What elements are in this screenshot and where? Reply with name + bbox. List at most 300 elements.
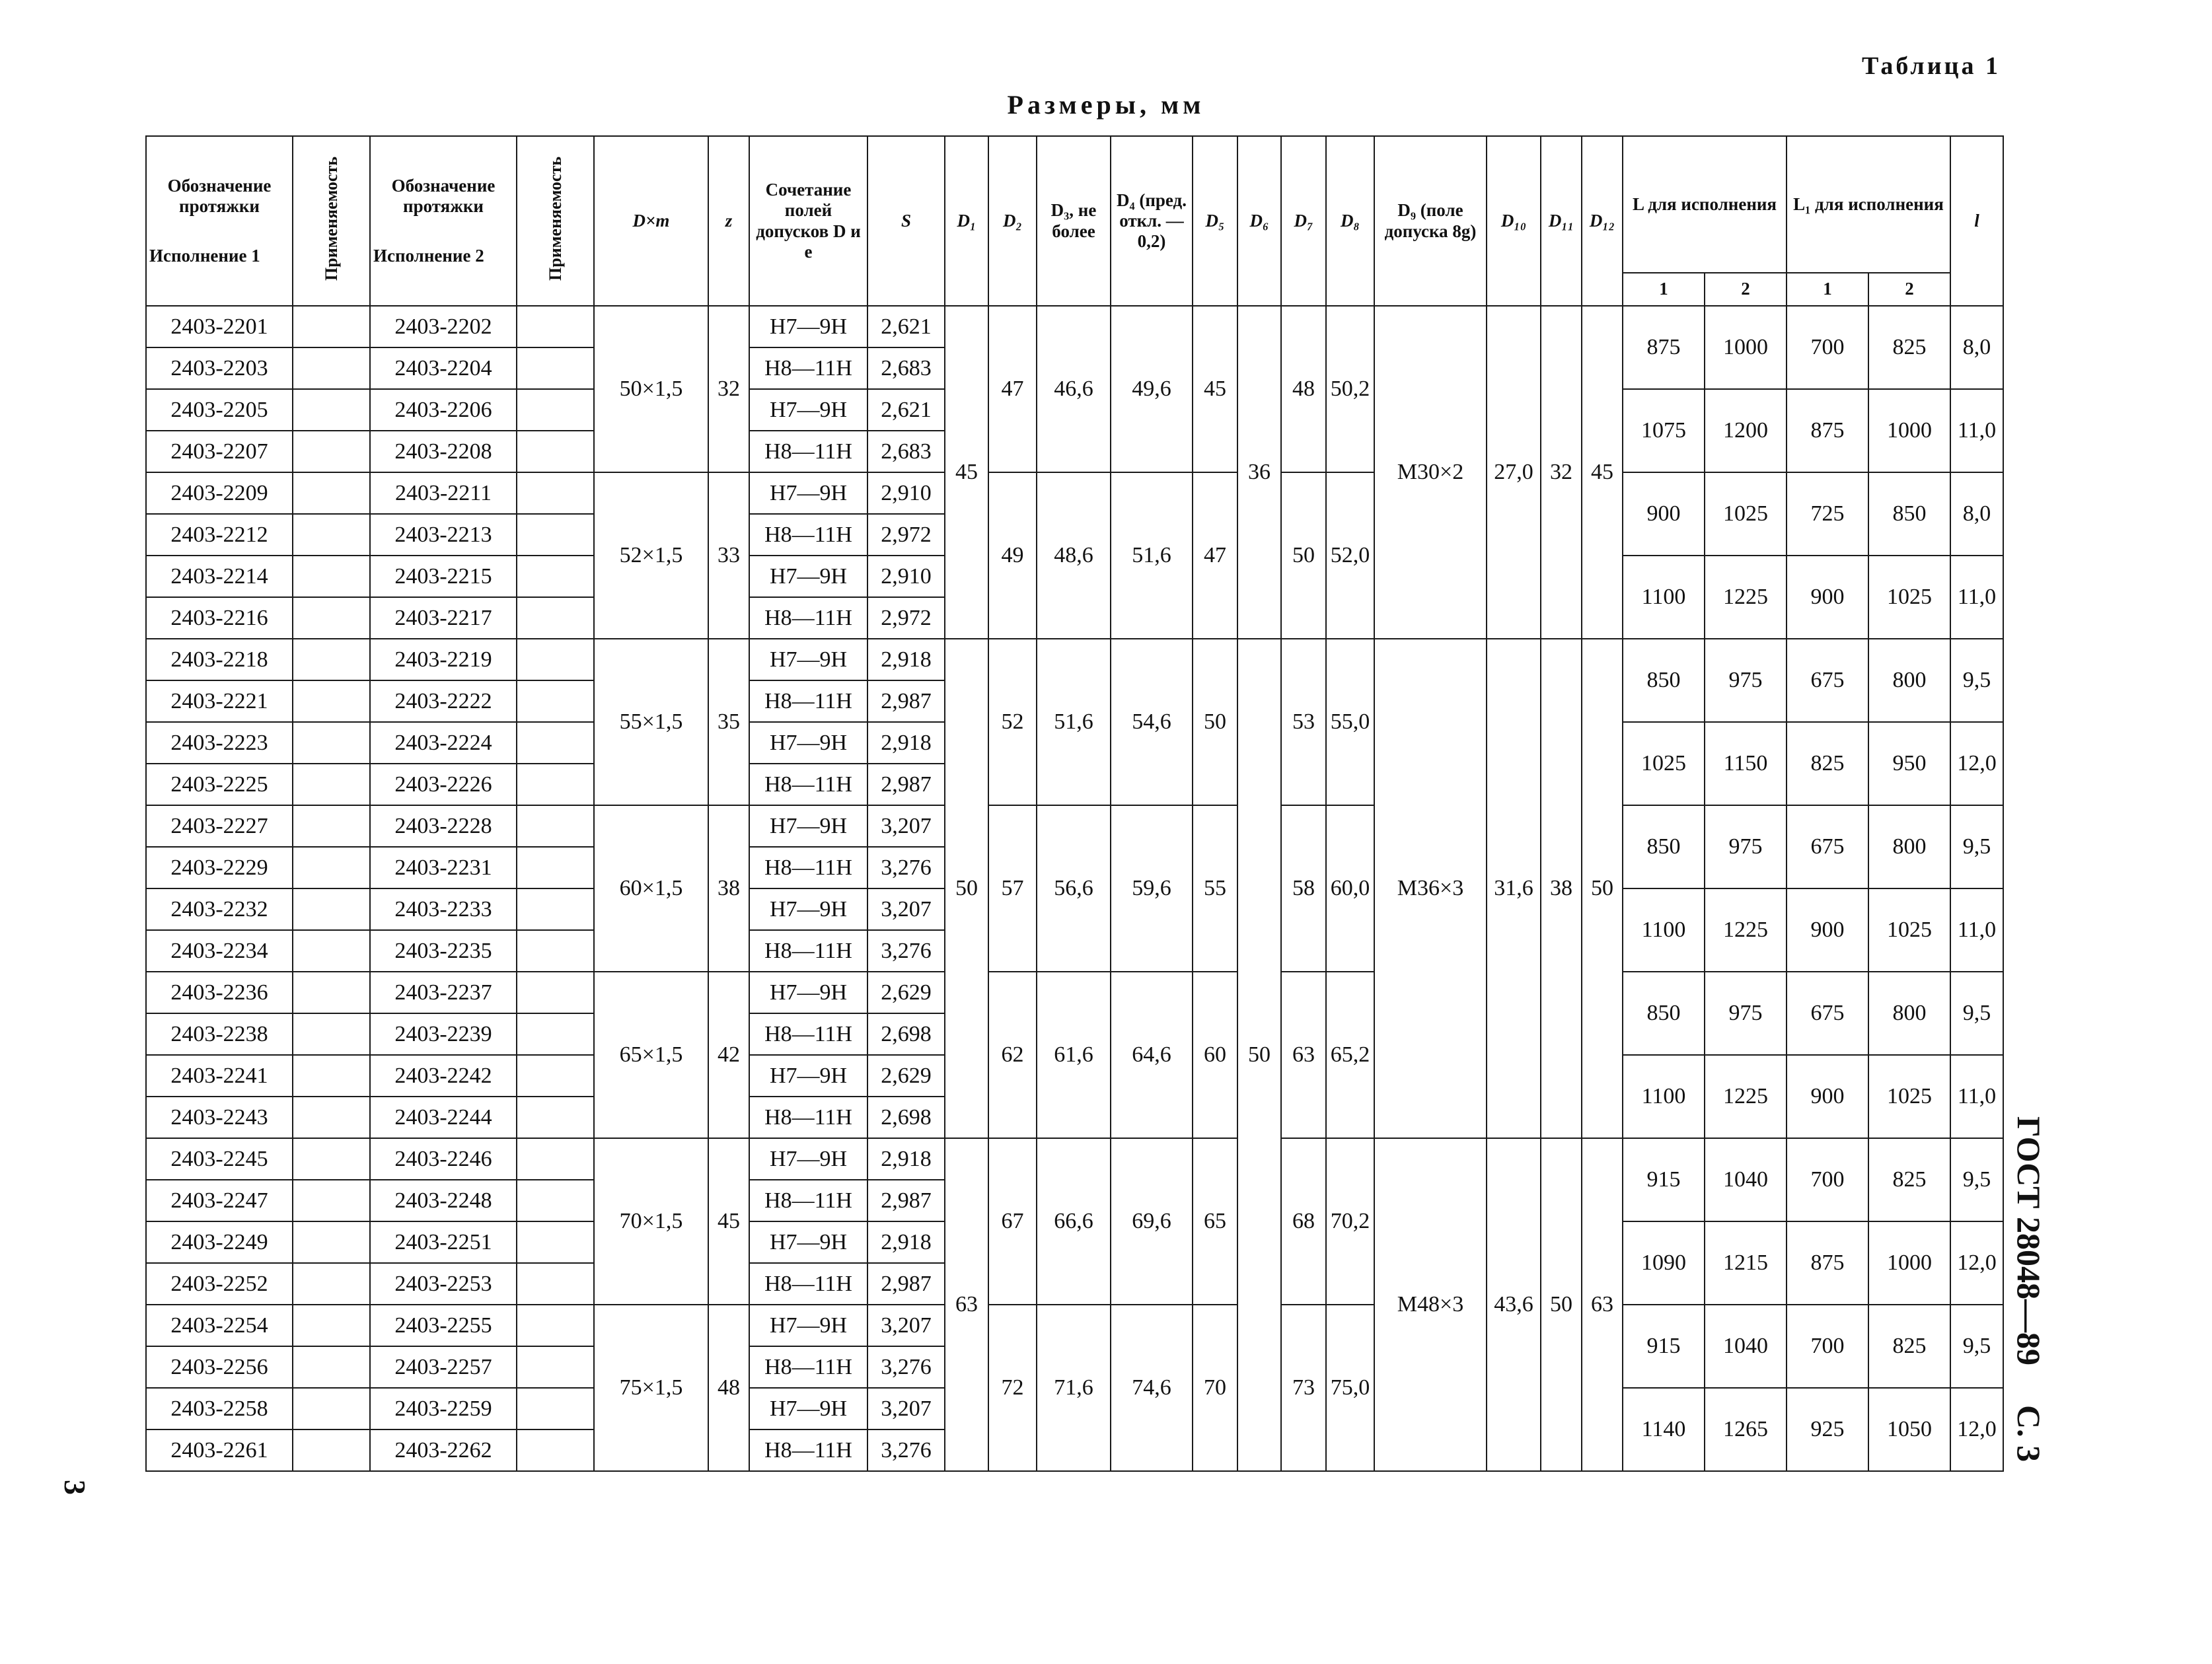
cell-L1-1: 725	[1787, 472, 1868, 556]
cell-L-1: 1100	[1623, 1055, 1705, 1138]
cell-tolerance: H8—11H	[749, 680, 867, 722]
cell-applicability-1	[293, 514, 370, 556]
cell-s: 2,972	[867, 514, 945, 556]
cell-L1-2: 800	[1868, 805, 1950, 888]
cell-L1-1: 675	[1787, 972, 1868, 1055]
cell-applicability-1	[293, 1180, 370, 1221]
cell-designation-v2: 2403-2237	[370, 972, 517, 1013]
side-label	[2010, 1116, 2048, 1486]
header-version2: Исполнение 2	[373, 246, 484, 266]
cell-designation-v1: 2403-2225	[146, 764, 293, 805]
cell-L-1: 915	[1623, 1138, 1705, 1221]
cell-L-1: 915	[1623, 1305, 1705, 1388]
cell-L-2: 1200	[1705, 389, 1787, 472]
table-title: Таблица 1	[1861, 52, 2001, 80]
cell-L1-2: 1000	[1868, 389, 1950, 472]
cell-L-1: 1075	[1623, 389, 1705, 472]
cell-s: 2,629	[867, 1055, 945, 1097]
cell-d4: 74,6	[1111, 1305, 1193, 1471]
cell-designation-v1: 2403-2203	[146, 347, 293, 389]
cell-designation-v2: 2403-2206	[370, 389, 517, 431]
cell-d12: 63	[1582, 1138, 1623, 1471]
cell-l: 11,0	[1950, 556, 2003, 639]
cell-applicability-2	[517, 639, 594, 680]
cell-tolerance: H7—9H	[749, 888, 867, 930]
cell-L-2: 1040	[1705, 1305, 1787, 1388]
header-d3: D₃, не более	[1037, 136, 1111, 306]
cell-designation-v1: 2403-2258	[146, 1388, 293, 1429]
cell-d5: 45	[1193, 306, 1237, 472]
cell-L1-1: 675	[1787, 805, 1868, 888]
header-designation-v1: Обозначение протяжки Исполнение 1	[146, 136, 293, 306]
cell-designation-v2: 2403-2244	[370, 1097, 517, 1138]
cell-applicability-2	[517, 347, 594, 389]
cell-L1-2: 825	[1868, 306, 1950, 389]
header-L: L для исполнения	[1623, 136, 1787, 273]
cell-applicability-1	[293, 764, 370, 805]
cell-d1: 63	[945, 1138, 988, 1471]
cell-d8: 52,0	[1326, 472, 1374, 639]
cell-L1-1: 900	[1787, 888, 1868, 972]
cell-L-2: 1225	[1705, 556, 1787, 639]
cell-applicability-1	[293, 930, 370, 972]
cell-s: 2,621	[867, 389, 945, 431]
cell-tolerance: H8—11H	[749, 1180, 867, 1221]
side-page: С. 3	[2010, 1405, 2047, 1463]
header-d10: D₁₀	[1487, 136, 1541, 306]
cell-s: 2,987	[867, 1180, 945, 1221]
cell-d5: 50	[1193, 639, 1237, 805]
cell-d12: 50	[1582, 639, 1623, 1138]
cell-L-1: 850	[1623, 972, 1705, 1055]
cell-applicability-2	[517, 1055, 594, 1097]
cell-L1-2: 1000	[1868, 1221, 1950, 1305]
cell-designation-v1: 2403-2201	[146, 306, 293, 347]
cell-s: 2,698	[867, 1013, 945, 1055]
cell-tolerance: H8—11H	[749, 347, 867, 389]
cell-dxm: 75×1,5	[594, 1305, 708, 1471]
cell-designation-v1: 2403-2241	[146, 1055, 293, 1097]
cell-d3: 66,6	[1037, 1138, 1111, 1305]
cell-L1-1: 700	[1787, 1305, 1868, 1388]
cell-L1-1: 700	[1787, 1138, 1868, 1221]
cell-l: 9,5	[1950, 1305, 2003, 1388]
cell-s: 2,987	[867, 680, 945, 722]
cell-applicability-2	[517, 847, 594, 888]
cell-applicability-1	[293, 431, 370, 472]
cell-applicability-1	[293, 722, 370, 764]
cell-designation-v1: 2403-2254	[146, 1305, 293, 1346]
cell-L1-2: 1025	[1868, 556, 1950, 639]
cell-d8: 70,2	[1326, 1138, 1374, 1305]
cell-L1-1: 925	[1787, 1388, 1868, 1471]
cell-applicability-1	[293, 1388, 370, 1429]
cell-d4: 64,6	[1111, 972, 1193, 1138]
cell-tolerance: H7—9H	[749, 389, 867, 431]
cell-tolerance: H7—9H	[749, 1138, 867, 1180]
cell-L1-2: 825	[1868, 1138, 1950, 1221]
cell-L-2: 1150	[1705, 722, 1787, 805]
cell-l: 11,0	[1950, 389, 2003, 472]
header-L-exec-1: 1	[1623, 273, 1705, 306]
cell-s: 3,207	[867, 888, 945, 930]
cell-applicability-1	[293, 639, 370, 680]
cell-designation-v1: 2403-2212	[146, 514, 293, 556]
cell-applicability-1	[293, 1013, 370, 1055]
cell-d10: 43,6	[1487, 1138, 1541, 1471]
cell-designation-v1: 2403-2252	[146, 1263, 293, 1305]
cell-d1: 45	[945, 306, 988, 639]
cell-tolerance: H8—11H	[749, 431, 867, 472]
cell-designation-v2: 2403-2215	[370, 556, 517, 597]
cell-L-2: 975	[1705, 639, 1787, 722]
cell-d2: 72	[988, 1305, 1037, 1471]
cell-tolerance: H8—11H	[749, 1097, 867, 1138]
cell-s: 2,987	[867, 764, 945, 805]
cell-l: 11,0	[1950, 1055, 2003, 1138]
cell-applicability-2	[517, 1388, 594, 1429]
cell-L1-2: 1050	[1868, 1388, 1950, 1471]
header-L-exec-2: 2	[1705, 273, 1787, 306]
cell-applicability-2	[517, 930, 594, 972]
cell-d8: 50,2	[1326, 306, 1374, 472]
header-d1: D₁	[945, 136, 988, 306]
header-d6: D₆	[1237, 136, 1281, 306]
cell-dxm: 52×1,5	[594, 472, 708, 639]
cell-designation-v1: 2403-2256	[146, 1346, 293, 1388]
table-caption: Размеры, мм	[1007, 90, 1205, 120]
cell-tolerance: H7—9H	[749, 472, 867, 514]
cell-applicability-1	[293, 1221, 370, 1263]
header-L1-exec-2: 2	[1868, 273, 1950, 306]
cell-applicability-1	[293, 306, 370, 347]
table-row	[146, 1305, 2003, 1346]
cell-applicability-2	[517, 1138, 594, 1180]
cell-L-1: 1025	[1623, 722, 1705, 805]
cell-L1-1: 875	[1787, 1221, 1868, 1305]
cell-d7: 73	[1281, 1305, 1326, 1471]
cell-designation-v2: 2403-2248	[370, 1180, 517, 1221]
cell-d4: 54,6	[1111, 639, 1193, 805]
cell-d2: 67	[988, 1138, 1037, 1305]
cell-tolerance: H8—11H	[749, 764, 867, 805]
cell-applicability-1	[293, 680, 370, 722]
cell-s: 3,276	[867, 1429, 945, 1471]
cell-applicability-2	[517, 514, 594, 556]
cell-d9: M48×3	[1374, 1138, 1487, 1471]
cell-applicability-2	[517, 1013, 594, 1055]
cell-applicability-1	[293, 888, 370, 930]
cell-d4: 49,6	[1111, 306, 1193, 472]
cell-d7: 48	[1281, 306, 1326, 472]
cell-applicability-2	[517, 597, 594, 639]
cell-designation-v1: 2403-2205	[146, 389, 293, 431]
cell-L1-2: 1025	[1868, 1055, 1950, 1138]
cell-d9: M30×2	[1374, 306, 1487, 639]
cell-designation-v2: 2403-2217	[370, 597, 517, 639]
cell-designation-v1: 2403-2238	[146, 1013, 293, 1055]
cell-designation-v2: 2403-2222	[370, 680, 517, 722]
cell-tolerance: H7—9H	[749, 805, 867, 847]
cell-designation-v2: 2403-2242	[370, 1055, 517, 1097]
cell-s: 3,276	[867, 930, 945, 972]
cell-L1-2: 850	[1868, 472, 1950, 556]
cell-d8: 65,2	[1326, 972, 1374, 1138]
cell-L1-2: 800	[1868, 972, 1950, 1055]
cell-applicability-1	[293, 347, 370, 389]
cell-applicability-1	[293, 1305, 370, 1346]
cell-designation-v1: 2403-2216	[146, 597, 293, 639]
side-standard: ГОСТ 28048—89	[2010, 1116, 2047, 1366]
cell-s: 2,683	[867, 431, 945, 472]
cell-d5: 70	[1193, 1305, 1237, 1471]
header-l: l	[1950, 136, 2003, 306]
cell-tolerance: H8—11H	[749, 597, 867, 639]
cell-d7: 50	[1281, 472, 1326, 639]
cell-dxm: 65×1,5	[594, 972, 708, 1138]
cell-tolerance: H7—9H	[749, 1221, 867, 1263]
header-applicability-2: Применяемость	[517, 136, 594, 306]
header-applicability-1: Применяемость	[293, 136, 370, 306]
cell-L1-1: 875	[1787, 389, 1868, 472]
cell-d5: 55	[1193, 805, 1237, 972]
cell-applicability-2	[517, 1180, 594, 1221]
cell-L-2: 975	[1705, 972, 1787, 1055]
table-row	[146, 1138, 2003, 1180]
cell-s: 3,207	[867, 805, 945, 847]
cell-d3: 61,6	[1037, 972, 1111, 1138]
cell-applicability-1	[293, 1097, 370, 1138]
cell-d3: 48,6	[1037, 472, 1111, 639]
cell-applicability-1	[293, 972, 370, 1013]
cell-applicability-2	[517, 888, 594, 930]
cell-applicability-2	[517, 556, 594, 597]
table-row	[146, 805, 2003, 847]
cell-designation-v2: 2403-2257	[370, 1346, 517, 1388]
header-z: z	[708, 136, 749, 306]
cell-L1-1: 700	[1787, 306, 1868, 389]
header-tolerance: Сочетание полей допусков D и e	[749, 136, 867, 306]
cell-L-1: 1140	[1623, 1388, 1705, 1471]
cell-s: 2,683	[867, 347, 945, 389]
cell-designation-v1: 2403-2223	[146, 722, 293, 764]
header-d4: D₄ (пред. откл. —0,2)	[1111, 136, 1193, 306]
table-body	[146, 306, 2003, 1471]
header-d2: D₂	[988, 136, 1037, 306]
cell-designation-v1: 2403-2249	[146, 1221, 293, 1263]
cell-designation-v1: 2403-2234	[146, 930, 293, 972]
cell-d7: 63	[1281, 972, 1326, 1138]
cell-tolerance: H8—11H	[749, 930, 867, 972]
cell-s: 2,621	[867, 306, 945, 347]
cell-s: 2,972	[867, 597, 945, 639]
cell-s: 2,918	[867, 722, 945, 764]
cell-tolerance: H8—11H	[749, 514, 867, 556]
cell-L-2: 1225	[1705, 1055, 1787, 1138]
cell-s: 3,276	[867, 1346, 945, 1388]
cell-d5: 65	[1193, 1138, 1237, 1305]
cell-l: 12,0	[1950, 1388, 2003, 1471]
cell-applicability-2	[517, 805, 594, 847]
cell-L-2: 1040	[1705, 1138, 1787, 1221]
cell-applicability-1	[293, 805, 370, 847]
cell-d4: 59,6	[1111, 805, 1193, 972]
cell-applicability-1	[293, 1138, 370, 1180]
cell-applicability-2	[517, 764, 594, 805]
cell-designation-v2: 2403-2251	[370, 1221, 517, 1263]
cell-d3: 46,6	[1037, 306, 1111, 472]
cell-designation-v1: 2403-2236	[146, 972, 293, 1013]
cell-tolerance: H7—9H	[749, 722, 867, 764]
cell-tolerance: H7—9H	[749, 972, 867, 1013]
cell-designation-v2: 2403-2246	[370, 1138, 517, 1180]
cell-designation-v2: 2403-2231	[370, 847, 517, 888]
cell-designation-v2: 2403-2204	[370, 347, 517, 389]
cell-l: 9,5	[1950, 639, 2003, 722]
cell-designation-v2: 2403-2255	[370, 1305, 517, 1346]
cell-L1-1: 900	[1787, 556, 1868, 639]
cell-l: 11,0	[1950, 888, 2003, 972]
header-d7: D₇	[1281, 136, 1326, 306]
cell-d2: 62	[988, 972, 1037, 1138]
cell-z: 35	[708, 639, 749, 805]
cell-L-2: 1000	[1705, 306, 1787, 389]
header-d9: D₉ (поле допуска 8g)	[1374, 136, 1487, 306]
cell-L1-1: 675	[1787, 639, 1868, 722]
cell-s: 3,207	[867, 1305, 945, 1346]
cell-designation-v1: 2403-2209	[146, 472, 293, 514]
header-version1: Исполнение 1	[149, 246, 260, 266]
cell-dxm: 70×1,5	[594, 1138, 708, 1305]
cell-designation-v1: 2403-2229	[146, 847, 293, 888]
cell-l: 9,5	[1950, 972, 2003, 1055]
cell-L1-2: 1025	[1868, 888, 1950, 972]
cell-d2: 52	[988, 639, 1037, 805]
cell-d11: 38	[1541, 639, 1582, 1138]
cell-applicability-1	[293, 472, 370, 514]
cell-s: 2,987	[867, 1263, 945, 1305]
cell-tolerance: H8—11H	[749, 1013, 867, 1055]
cell-z: 38	[708, 805, 749, 972]
cell-tolerance: H8—11H	[749, 1346, 867, 1388]
header-L1-exec-1: 1	[1787, 273, 1868, 306]
cell-applicability-1	[293, 1055, 370, 1097]
cell-designation-v2: 2403-2253	[370, 1263, 517, 1305]
cell-dxm: 50×1,5	[594, 306, 708, 472]
cell-designation-v2: 2403-2226	[370, 764, 517, 805]
cell-l: 9,5	[1950, 805, 2003, 888]
cell-z: 42	[708, 972, 749, 1138]
cell-tolerance: H7—9H	[749, 556, 867, 597]
cell-s: 2,918	[867, 1138, 945, 1180]
cell-L-2: 975	[1705, 805, 1787, 888]
cell-designation-v2: 2403-2262	[370, 1429, 517, 1471]
table-row	[146, 306, 2003, 347]
cell-d7: 58	[1281, 805, 1326, 972]
page-number: 3	[58, 1480, 92, 1495]
cell-L-1: 1100	[1623, 556, 1705, 639]
cell-d7: 53	[1281, 639, 1326, 805]
cell-dxm: 55×1,5	[594, 639, 708, 805]
cell-d3: 71,6	[1037, 1305, 1111, 1471]
cell-d5: 60	[1193, 972, 1237, 1138]
cell-designation-v1: 2403-2218	[146, 639, 293, 680]
cell-L-1: 1100	[1623, 888, 1705, 972]
cell-l: 9,5	[1950, 1138, 2003, 1221]
cell-applicability-2	[517, 722, 594, 764]
cell-L-2: 1025	[1705, 472, 1787, 556]
cell-L-1: 850	[1623, 639, 1705, 722]
cell-applicability-1	[293, 847, 370, 888]
cell-applicability-1	[293, 389, 370, 431]
cell-designation-v1: 2403-2227	[146, 805, 293, 847]
cell-applicability-2	[517, 389, 594, 431]
cell-d6: 50	[1237, 639, 1281, 1471]
cell-dxm: 60×1,5	[594, 805, 708, 972]
cell-d10: 27,0	[1487, 306, 1541, 639]
header-d11: D₁₁	[1541, 136, 1582, 306]
cell-d10: 31,6	[1487, 639, 1541, 1138]
cell-tolerance: H7—9H	[749, 1305, 867, 1346]
cell-d8: 60,0	[1326, 805, 1374, 972]
cell-applicability-1	[293, 1429, 370, 1471]
header-L1: L₁ для исполнения	[1787, 136, 1950, 273]
cell-tolerance: H8—11H	[749, 1263, 867, 1305]
cell-designation-v2: 2403-2213	[370, 514, 517, 556]
spec-table	[145, 135, 2004, 1472]
cell-designation-v1: 2403-2207	[146, 431, 293, 472]
cell-d11: 32	[1541, 306, 1582, 639]
cell-d6: 36	[1237, 306, 1281, 639]
cell-d8: 55,0	[1326, 639, 1374, 805]
cell-L-2: 1265	[1705, 1388, 1787, 1471]
cell-L-1: 1090	[1623, 1221, 1705, 1305]
cell-applicability-1	[293, 597, 370, 639]
cell-L-1: 875	[1623, 306, 1705, 389]
cell-designation-v2: 2403-2259	[370, 1388, 517, 1429]
cell-applicability-1	[293, 556, 370, 597]
cell-d8: 75,0	[1326, 1305, 1374, 1471]
cell-d4: 51,6	[1111, 472, 1193, 639]
cell-designation-v1: 2403-2232	[146, 888, 293, 930]
cell-d3: 56,6	[1037, 805, 1111, 972]
cell-designation-v2: 2403-2224	[370, 722, 517, 764]
cell-designation-v1: 2403-2261	[146, 1429, 293, 1471]
cell-s: 2,910	[867, 472, 945, 514]
cell-tolerance: H8—11H	[749, 847, 867, 888]
cell-d9: M36×3	[1374, 639, 1487, 1138]
cell-designation-v2: 2403-2233	[370, 888, 517, 930]
cell-applicability-2	[517, 680, 594, 722]
cell-d11: 50	[1541, 1138, 1582, 1471]
cell-L-1: 850	[1623, 805, 1705, 888]
cell-L1-1: 825	[1787, 722, 1868, 805]
cell-s: 2,918	[867, 1221, 945, 1263]
cell-s: 3,276	[867, 847, 945, 888]
cell-s: 2,698	[867, 1097, 945, 1138]
cell-applicability-2	[517, 431, 594, 472]
cell-tolerance: H8—11H	[749, 1429, 867, 1471]
cell-d5: 47	[1193, 472, 1237, 639]
cell-L-2: 1225	[1705, 888, 1787, 972]
cell-designation-v1: 2403-2247	[146, 1180, 293, 1221]
header-dxm: D×m	[594, 136, 708, 306]
table-row	[146, 472, 2003, 514]
cell-applicability-2	[517, 306, 594, 347]
cell-applicability-2	[517, 1221, 594, 1263]
cell-applicability-2	[517, 1097, 594, 1138]
cell-L-1: 900	[1623, 472, 1705, 556]
